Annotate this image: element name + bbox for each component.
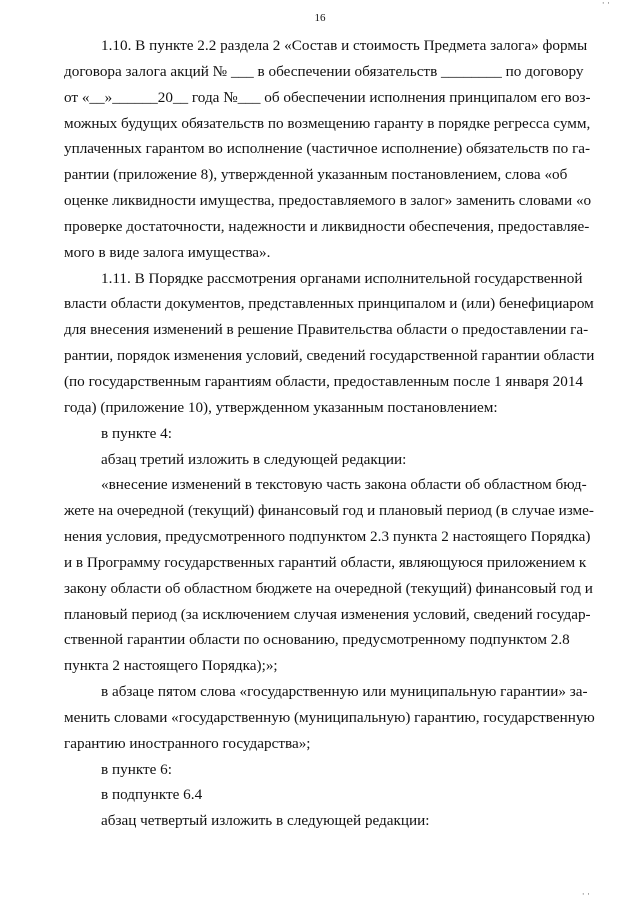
corner-scan-mark-bottom: · · xyxy=(581,889,590,899)
paragraph-subpoint-6-4: в подпункте 6.4 xyxy=(101,786,203,804)
document-body xyxy=(64,33,612,834)
paragraph-fifth-abzac: в абзаце пятом слова «государственную или муниципальную гарантии» за- менить словами «государственную (муниципальную) гарантию, государственную гарантию иностранного государства»; xyxy=(64,683,595,752)
page-number: 16 xyxy=(314,12,326,24)
paragraph-point-6: в пункте 6: xyxy=(101,760,172,778)
paragraph-1-11: 1.11. В Порядке рассмотрения органами исполнительной государственной власти области документов, представленных принципалом и (или) бенефициаром для внесения изменений в решение Правительства области о предоставлении га- рантии, порядок изменения условий, сведений государственной гарантии области (по государственным гарантиям области, предоставленным после 1 января 2014 года) (приложение 10), утвержденном указанным постановлением: xyxy=(64,269,595,416)
paragraph-third-abzac: абзац третий изложить в следующей редакции: xyxy=(101,450,407,468)
paragraph-fourth-abzac: абзац четвертый изложить в следующей редакции: xyxy=(101,812,430,830)
paragraph-quoted-amendment: «внесение изменений в текстовую часть закона области об областном бюд- жете на очередной (текущий) финансовый год и плановый период (в случае изме- нения условия, предусмотренного подпунктом 2.3 пункта 2 настоящего Порядка) и в Программу государственных гарантий области, являющуюся приложением к закону области об областном бюджете на очередной (текущий) финансовый год и плановый период (за исключением случая изменения условий, сведений государ- ственной гарантии области по основанию, предусмотренному подпунктом 2.8 пункта 2 настоящего Порядка);»; xyxy=(64,476,594,675)
corner-scan-mark-top: · · xyxy=(601,0,610,8)
paragraph-1-10: 1.10. В пункте 2.2 раздела 2 «Состав и стоимость Предмета залога» формы договора залога акций № ___ в обеспечении обязательств ________ по договору от «__»______20__ года №___ об обеспечении исполнения принципалом его воз- можных будущих обязательств по возмещению гаранту в порядке регресса сумм, уплаченных гарантом во исполнение (частичное исполнение) обязательств по га- рантии (приложение 8), утвержденной указанным постановлением, слова «об оценке ликвидности имущества, предоставляемого в залог» заменить словами «о проверке достаточности, надежности и ликвидности обеспечения, предоставляе- мого в виде залога имущества». xyxy=(64,37,592,261)
paragraph-point-4: в пункте 4: xyxy=(101,424,172,442)
